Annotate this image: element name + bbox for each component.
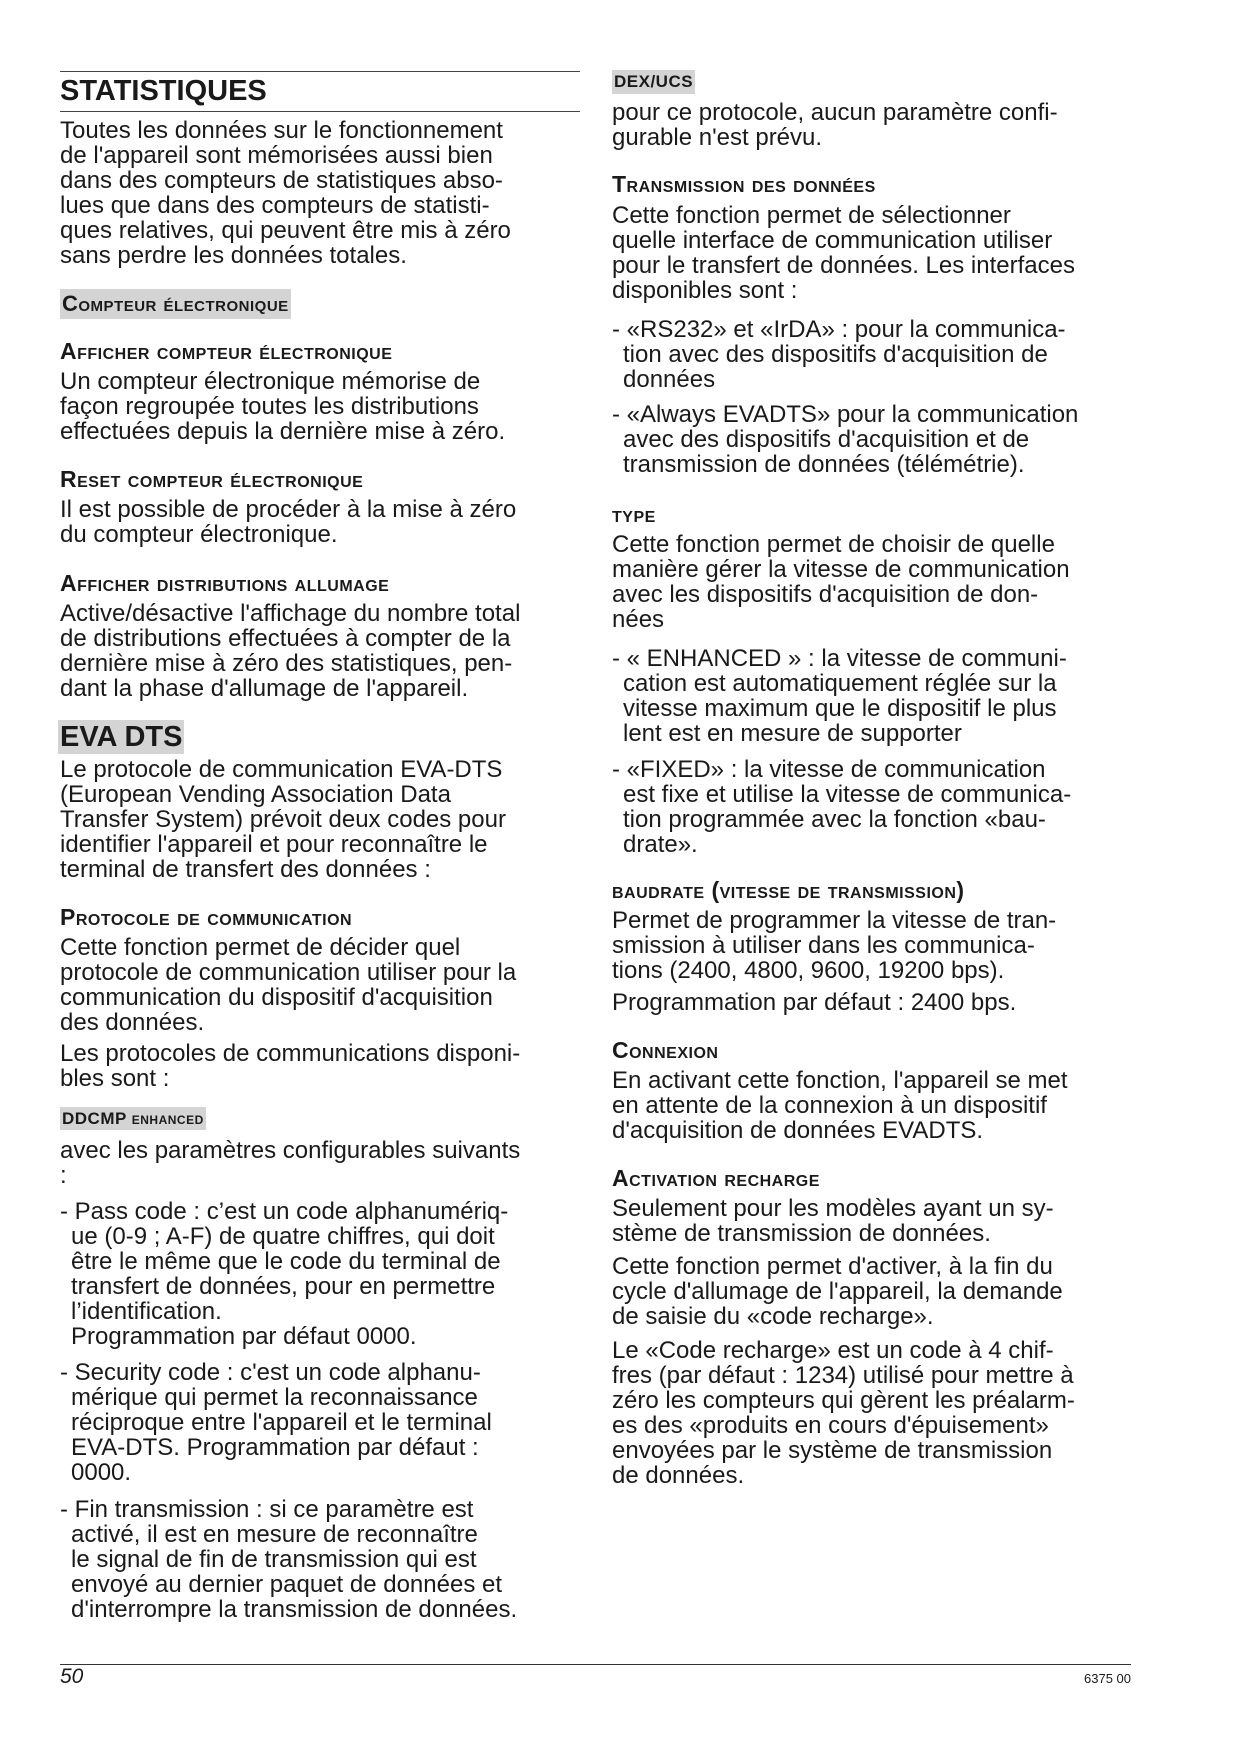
title-underline (60, 111, 580, 112)
eva-dts-title: EVA DTS (60, 721, 183, 753)
ddcmp-heading: DDCMP enhanced (62, 1109, 204, 1128)
ddcmp-text: avec les paramètres configurables suivants : (60, 1137, 521, 1189)
type-heading: type (612, 501, 656, 527)
protocole-text-1: Cette fonction permet de décider quel protocole de communication utiliser pour la communication du dispositif d'acquisition des données. (60, 934, 517, 1036)
compteur-heading: Compteur électronique (60, 289, 291, 319)
fixed-item: - «FIXED» : la vitesse de communication est fixe et utilise la vitesse de communica- tion programmée avec la fonction «bau- drate». (612, 756, 1072, 858)
distrib-text: Active/désactive l'affichage du nombre total de distributions effectuées à compter de la dernière mise à zéro des statistiques, pen- dant la phase d'allumage de l'appareil. (60, 600, 521, 702)
statistiques-text: Toutes les données sur le fonctionnement de l'appareil sont mémorisées aussi bien dans des compteurs de statistiques abso- lues que dans des compteurs de statisti- ques relatives, qui peuvent être mis à zéro sans perdre les données totales. (60, 117, 511, 269)
reset-text: Il est possible de procéder à la mise à zéro du compteur électronique. (60, 496, 517, 548)
distrib-heading: Afficher distributions allumage (60, 570, 390, 596)
protocole-text-2: Les protocoles de communications disponi- bles sont : (60, 1040, 521, 1092)
security-code-item: - Security code : c'est un code alphanu- mérique qui permet la reconnaissance réciproque entre l'appareil et le terminal EVA-DTS. Programmation par défaut : 0000. (60, 1359, 492, 1486)
transmission-heading: Transmission des données (612, 171, 876, 197)
header-rule (60, 71, 580, 72)
baudrate-text-2: Programmation par défaut : 2400 bps. (612, 989, 1017, 1016)
page-number: 50 (60, 1665, 84, 1688)
activation-text-3: Le «Code recharge» est un code à 4 chif- fres (par défaut : 1234) utilisé pour mettre à zéro les compteurs qui gèrent les préalarm- es des «produits en cours d'épuisement» envoyées par le système de transmission de données. (612, 1337, 1075, 1489)
activation-text-1: Seulement pour les modèles ayant un sy- stème de transmission de données. (612, 1195, 1054, 1247)
always-evadts-item: - «Always EVADTS» pour la communication avec des dispositifs d'acquisition et de transmission de données (télémétrie). (612, 401, 1079, 478)
connexion-heading: Connexion (612, 1037, 719, 1063)
footer-rule (60, 1664, 1131, 1665)
dex-heading: DEX/UCS (612, 70, 695, 94)
enhanced-item: - « ENHANCED » : la vitesse de communi- cation est automatiquement réglée sur la vitesse maximum que le dispositif le plus lent est en mesure de supporter (612, 645, 1067, 747)
document-code: 6375 00 (1084, 1671, 1131, 1686)
baudrate-heading: baudrate (vitesse de transmission) (612, 877, 965, 903)
connexion-text: En activant cette fonction, l'appareil se met en attente de la connexion à un dispositif d'acquisition de données EVADTS. (612, 1067, 1068, 1144)
afficher-heading: Afficher compteur électronique (60, 338, 393, 364)
afficher-text: Un compteur électronique mémorise de façon regroupée toutes les distributions effectuées depuis la dernière mise à zéro. (60, 368, 506, 445)
fin-transmission-item: - Fin transmission : si ce paramètre est activé, il est en mesure de reconnaître le signal de fin de transmission qui est envoyé au dernier paquet de données et d'interrompre la transmission de données. (60, 1496, 518, 1623)
activation-heading: Activation recharge (612, 1165, 820, 1191)
transmission-text: Cette fonction permet de sélectionner quelle interface de communication utiliser pour le transfert de données. Les interfaces disponibles sont : (612, 202, 1075, 304)
activation-text-2: Cette fonction permet d'activer, à la fin du cycle d'allumage de l'appareil, la demande de saisie du «code recharge». (612, 1253, 1063, 1330)
eva-text: Le protocole de communication EVA-DTS (European Vending Association Data Transfer System) prévoit deux codes pour identifier l'appareil et pour reconnaître le terminal de transfert des données : (60, 756, 506, 883)
reset-heading: Reset compteur électronique (60, 466, 364, 492)
pass-code-item: - Pass code : c’est un code alphanumériq- ue (0-9 ; A-F) de quatre chiffres, qui doit être le même que le code du terminal de transfert de données, pour en permettre l’identification. Programmation par défaut 0000. (60, 1198, 509, 1350)
baudrate-text-1: Permet de programmer la vitesse de tran- smission à utiliser dans les communica- tions (2400, 4800, 9600, 19200 bps). (612, 907, 1057, 984)
type-text: Cette fonction permet de choisir de quelle manière gérer la vitesse de communication avec les dispositifs d'acquisition de don- nées (612, 531, 1070, 633)
protocole-heading: Protocole de communication (60, 904, 353, 930)
rs232-item: - «RS232» et «IrDA» : pour la communica- tion avec des dispositifs d'acquisition de données (612, 316, 1066, 393)
dex-text: pour ce protocole, aucun paramètre confi- gurable n'est prévu. (612, 99, 1058, 151)
statistiques-title: STATISTIQUES (60, 75, 267, 107)
